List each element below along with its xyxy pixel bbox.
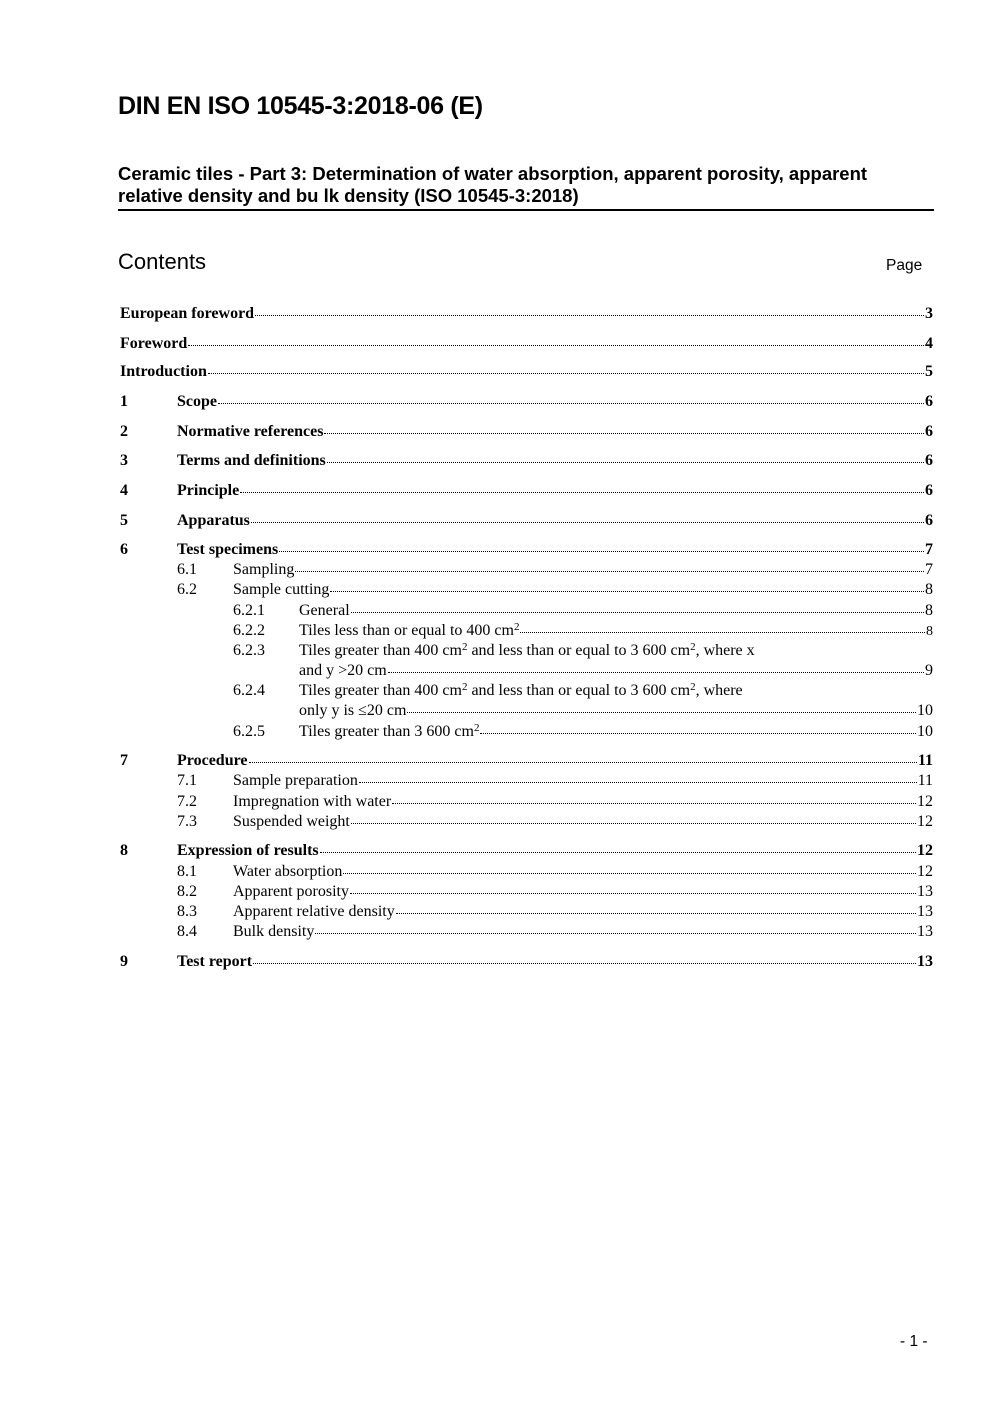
toc-title: Apparatus xyxy=(177,512,250,529)
toc-page: 8 xyxy=(925,581,933,598)
toc-leader xyxy=(407,712,916,713)
toc-number: 6.2.5 xyxy=(233,723,265,740)
toc-page: 4 xyxy=(925,335,933,352)
toc-entry-european-foreword[interactable] xyxy=(120,304,933,324)
toc-entry-suspended-weight[interactable] xyxy=(177,812,933,832)
toc-entry-foreword[interactable] xyxy=(120,334,933,354)
toc-title xyxy=(299,621,519,641)
toc-leader xyxy=(351,612,924,613)
toc-entry-bulk-density[interactable] xyxy=(177,922,933,942)
toc-entry-sample-cutting[interactable] xyxy=(177,580,933,600)
toc-entry-impregnation-with-water[interactable] xyxy=(177,792,933,812)
toc-number: 9 xyxy=(120,953,128,970)
toc-entry-test-specimens[interactable] xyxy=(120,540,933,560)
toc-leader xyxy=(240,492,924,493)
toc-title-text: Tiles greater than 3 600 cm xyxy=(299,723,474,740)
toc-page: 6 xyxy=(925,452,933,469)
toc-leader xyxy=(324,433,924,434)
toc-entry-tiles-le-400[interactable] xyxy=(233,621,933,641)
toc-number: 7 xyxy=(120,752,128,769)
toc-page: 9 xyxy=(925,662,933,679)
toc-number: 4 xyxy=(120,482,128,499)
toc-page: 6 xyxy=(925,482,933,499)
toc-title-line-1 xyxy=(299,641,933,661)
toc-leader xyxy=(343,873,916,874)
toc-entry-tiles-gt-3600[interactable] xyxy=(233,722,933,742)
toc-entry-apparatus[interactable] xyxy=(120,511,933,531)
toc-entry-sample-preparation[interactable] xyxy=(177,771,933,791)
toc-entry-scope[interactable] xyxy=(120,392,933,412)
toc-title: Scope xyxy=(177,393,217,410)
document-title: DIN EN ISO 10545-3:2018-06 (E) xyxy=(118,92,483,120)
toc-leader xyxy=(350,893,916,894)
toc-superscript: 2 xyxy=(473,722,480,734)
toc-number: 7.2 xyxy=(177,793,197,810)
toc-title: Terms and definitions xyxy=(177,452,326,469)
toc-entry-procedure[interactable] xyxy=(120,751,933,771)
toc-entry-expression-of-results[interactable] xyxy=(120,841,933,861)
toc-page: 10 xyxy=(917,723,933,740)
toc-title: Expression of results xyxy=(177,842,319,859)
toc-number: 6.1 xyxy=(177,561,197,578)
toc-title-text: and less than or equal to 3 600 cm xyxy=(467,642,691,659)
toc-leader xyxy=(295,571,924,572)
toc-page: 6 xyxy=(925,393,933,410)
toc-leader xyxy=(351,823,916,824)
toc-title: Test specimens xyxy=(177,541,279,558)
toc-leader xyxy=(188,345,924,346)
toc-title-text: and less than or equal to 3 600 cm xyxy=(467,682,691,699)
toc-superscript: 2 xyxy=(513,621,520,633)
toc-page: 7 xyxy=(925,541,933,558)
toc-title-line-1 xyxy=(299,681,933,701)
toc-page: 12 xyxy=(917,813,933,830)
toc-page: 13 xyxy=(917,923,933,940)
toc-title: Suspended weight xyxy=(233,813,350,830)
toc-entry-general[interactable] xyxy=(233,601,933,621)
toc-title-line-2 xyxy=(299,701,933,721)
toc-multiline-title xyxy=(299,641,933,681)
toc-title: Bulk density xyxy=(233,923,315,940)
toc-page: 12 xyxy=(917,842,933,859)
toc-number: 6.2 xyxy=(177,581,197,598)
toc-leader xyxy=(255,315,924,316)
toc-number: 3 xyxy=(120,452,128,469)
toc-leader xyxy=(480,733,916,734)
toc-entry-tiles-400-3600-y[interactable] xyxy=(233,681,933,721)
toc-page: 5 xyxy=(925,363,933,380)
toc-leader xyxy=(253,963,916,964)
toc-number: 2 xyxy=(120,423,128,440)
toc-entry-apparent-porosity[interactable] xyxy=(177,882,933,902)
toc-title xyxy=(299,722,479,742)
toc-entry-introduction[interactable] xyxy=(120,362,933,382)
toc-leader xyxy=(249,762,917,763)
toc-title: Normative references xyxy=(177,423,324,440)
toc-leader xyxy=(388,672,924,673)
toc-page: 12 xyxy=(917,863,933,880)
toc-title-text: Tiles greater than 400 cm xyxy=(299,682,462,699)
toc-leader xyxy=(315,933,916,934)
toc-superscript: 2 xyxy=(461,641,468,653)
toc-leader xyxy=(208,373,924,374)
toc-number: 6.2.2 xyxy=(233,622,265,639)
toc-number: 7.3 xyxy=(177,813,197,830)
toc-number: 6 xyxy=(120,541,128,558)
toc-page: 6 xyxy=(925,423,933,440)
toc-title: Impregnation with water xyxy=(233,793,392,810)
toc-page: 13 xyxy=(917,953,933,970)
toc-title: Test report xyxy=(177,953,253,970)
toc-page: 3 xyxy=(925,305,933,322)
toc-leader xyxy=(251,522,924,523)
toc-title: Introduction xyxy=(120,363,207,380)
toc-number: 8.2 xyxy=(177,883,197,900)
document-subtitle: Ceramic tiles - Part 3: Determination of water absorption, apparent porosity, apparent relative density and bu lk density (ISO 10545-3:2018) xyxy=(118,163,934,211)
toc-page: 7 xyxy=(925,561,933,578)
contents-heading: Contents xyxy=(118,249,207,274)
toc-title-text: only y is ≤20 cm xyxy=(299,702,407,719)
toc-title: Sample cutting xyxy=(233,581,330,598)
toc-title-text: , where xyxy=(695,682,743,699)
toc-entry-tiles-400-3600-xy[interactable] xyxy=(233,641,933,681)
toc-title: Foreword xyxy=(120,335,188,352)
toc-title: General xyxy=(299,602,350,619)
toc-page: 12 xyxy=(917,793,933,810)
toc-title: European foreword xyxy=(120,305,255,322)
toc-leader xyxy=(330,591,924,592)
toc-number: 6.2.1 xyxy=(233,602,265,619)
toc-title-text: Tiles less than or equal to 400 cm xyxy=(299,622,514,639)
toc-leader xyxy=(279,551,924,552)
toc-entry-apparent-relative-density[interactable] xyxy=(177,902,933,922)
toc-title-text: , where x xyxy=(695,642,755,659)
toc-superscript: 2 xyxy=(690,641,696,653)
toc-leader xyxy=(359,782,917,783)
toc-number: 1 xyxy=(120,393,128,410)
toc-leader xyxy=(392,803,916,804)
toc-page: 8 xyxy=(925,602,933,619)
toc-leader xyxy=(320,852,916,853)
toc-number: 8.4 xyxy=(177,923,197,940)
toc-number: 8.1 xyxy=(177,863,197,880)
toc-entry-water-absorption[interactable] xyxy=(177,862,933,882)
toc-title: Sampling xyxy=(233,561,295,578)
toc-number: 6.2.3 xyxy=(233,642,265,659)
toc-title-text: and y >20 cm xyxy=(299,662,387,679)
toc-number: 8.3 xyxy=(177,903,197,920)
toc-title: Apparent relative density xyxy=(233,903,395,920)
toc-leader xyxy=(327,462,924,463)
page-column-label: Page xyxy=(886,257,923,274)
toc-entry-terms-and-definitions[interactable] xyxy=(120,451,933,471)
toc-page: 8 xyxy=(926,624,933,639)
toc-title-line-2 xyxy=(299,661,933,681)
toc-page: 10 xyxy=(917,702,933,719)
toc-entry-principle[interactable] xyxy=(120,481,933,501)
toc-title: Sample preparation xyxy=(233,772,358,789)
toc-page: 11 xyxy=(917,752,933,769)
toc-leader xyxy=(520,632,925,633)
toc-title: Water absorption xyxy=(233,863,343,880)
toc-superscript: 2 xyxy=(461,681,468,693)
toc-leader xyxy=(396,913,916,914)
toc-page: 13 xyxy=(917,883,933,900)
toc-entry-normative-references[interactable] xyxy=(120,422,933,442)
toc-entry-test-report[interactable] xyxy=(120,952,933,972)
toc-page: 13 xyxy=(917,903,933,920)
toc-number: 8 xyxy=(120,842,128,859)
footer-page-number: - 1 - xyxy=(900,1333,928,1350)
toc-multiline-title xyxy=(299,681,933,721)
toc-superscript: 2 xyxy=(690,681,696,693)
toc-page: 6 xyxy=(925,512,933,529)
toc-page: 11 xyxy=(917,772,933,789)
toc-title-text: Tiles greater than 400 cm xyxy=(299,642,462,659)
toc-entry-sampling[interactable] xyxy=(177,560,933,580)
toc-number: 7.1 xyxy=(177,772,197,789)
toc-title: Apparent porosity xyxy=(233,883,349,900)
toc-number: 6.2.4 xyxy=(233,682,265,699)
toc-number: 5 xyxy=(120,512,128,529)
toc-title: Principle xyxy=(177,482,240,499)
toc-leader xyxy=(218,403,924,404)
toc-title: Procedure xyxy=(177,752,248,769)
